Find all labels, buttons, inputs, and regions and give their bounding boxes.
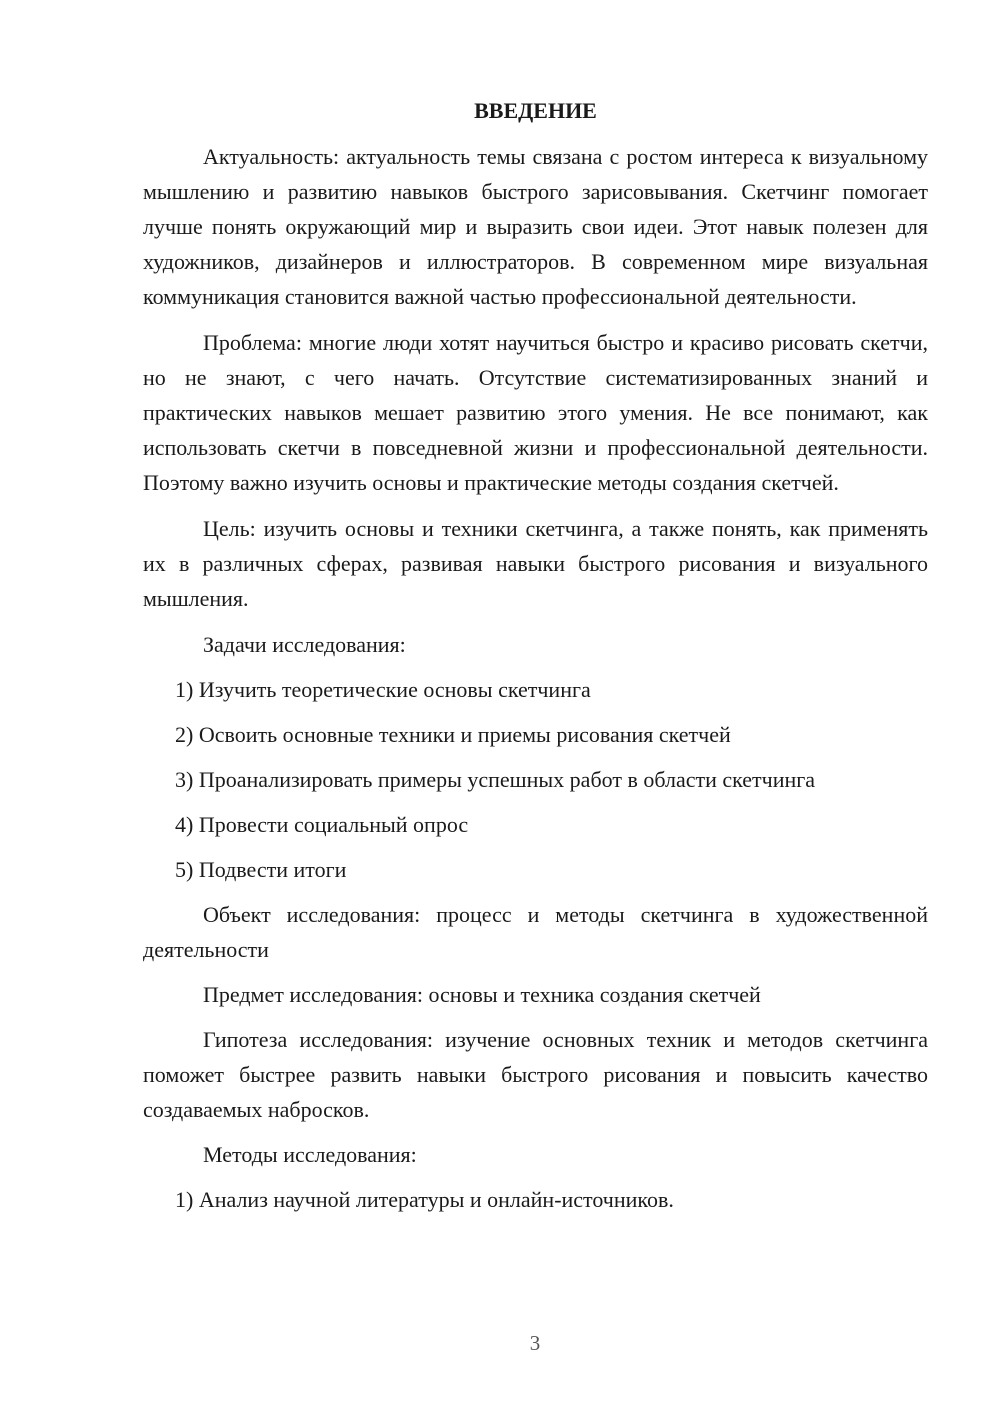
list-item: 2) Освоить основные техники и приемы рисования скетчей <box>175 722 731 747</box>
page-number: 3 <box>529 1331 541 1355</box>
methods-heading: Методы исследования: <box>203 1142 417 1167</box>
tasks-heading: Задачи исследования: <box>203 632 406 657</box>
methods-list <box>143 1182 928 1217</box>
tasks-list <box>143 672 928 887</box>
list-item: 1) Анализ научной литературы и онлайн-источников. <box>175 1187 674 1212</box>
subject-paragraph: Предмет исследования: основы и техника создания скетчей <box>203 982 761 1007</box>
goal-paragraph: Цель: изучить основы и техники скетчинга, а также понять, как применять их в различных сферах, развивая навыки быстрого рисования и визуального мышления. <box>143 516 928 611</box>
list-item: 3) Проанализировать примеры успешных работ в области скетчинга <box>175 767 816 792</box>
hypothesis-paragraph: Гипотеза исследования: изучение основных техник и методов скетчинга поможет быстрее развить навыки быстрого рисования и повысить качество создаваемых набросков. <box>143 1027 928 1122</box>
list-item: 4) Провести социальный опрос <box>175 812 469 837</box>
page-title: ВВЕДЕНИЕ <box>474 98 597 123</box>
problem-paragraph: Проблема: многие люди хотят научиться быстро и красиво рисовать скетчи, но не знают, с чего начать. Отсутствие систематизированных знаний и практических навыков мешает развитию этого умения. Не все понимают, как использовать скетчи в повседневной жизни и профессиональной деятельности. Поэтому важно изучить основы и практические методы создания скетчей. <box>143 330 928 495</box>
page-content <box>143 93 928 1217</box>
list-item: 5) Подвести итоги <box>175 857 347 882</box>
relevance-paragraph: Актуальность: актуальность темы связана с ростом интереса к визуальному мышлению и развитию навыков быстрого зарисовывания. Скетчинг помогает лучше понять окружающий мир и выразить свои идеи. Этот навык полезен для художников, дизайнеров и иллюстраторов. В современном мире визуальная коммуникация становится важной частью профессиональной деятельности. <box>143 144 928 309</box>
object-paragraph: Объект исследования: процесс и методы скетчинга в художественной деятельности <box>143 902 928 962</box>
list-item: 1) Изучить теоретические основы скетчинга <box>175 677 591 702</box>
